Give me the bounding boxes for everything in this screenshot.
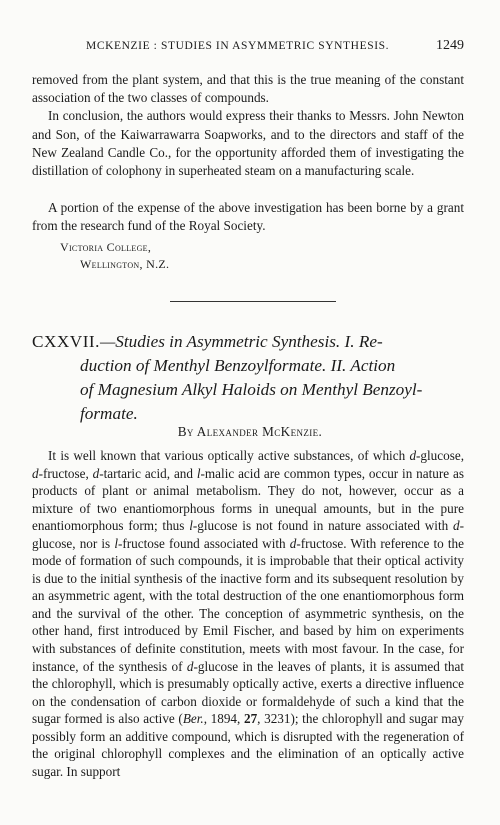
text-run: d: [409, 448, 417, 463]
author-address: [60, 239, 169, 273]
text-run: -fructose,: [38, 465, 93, 481]
text-run: l: [189, 518, 193, 534]
article-body: [32, 447, 464, 780]
text-run: t is well known that various optically active substances, of which: [52, 448, 406, 463]
text-run: -glucose,: [416, 448, 465, 463]
text-run: -malic acid are common types, occur in nature as products of plant or animal metabolism. They do not, however, occur as a mixture of two enantiomorphous forms in unequal amounts, but in the pure enantiomorphous form; thus: [32, 465, 464, 534]
text-run: Ber.: [182, 711, 204, 727]
text-run: d: [32, 465, 39, 481]
text-run: d: [289, 535, 297, 551]
article-number: CXXVII.: [32, 332, 100, 351]
text-run: -tartaric acid, and: [99, 465, 197, 481]
dropcap: I: [48, 448, 53, 463]
title-line: duction of Menthyl Benzoylformate. II. Action: [80, 356, 396, 375]
title-line: formate.: [80, 404, 138, 423]
text-run: -fructose found associated with: [118, 535, 290, 551]
text-run: l: [114, 535, 118, 551]
byline: By Alexander McKenzie.: [177, 424, 323, 439]
text-run: -glucose, nor is: [32, 518, 464, 551]
paragraph: removed from the plant system, and that this is the true meaning of the constant association of the two classes of compounds.: [32, 72, 464, 106]
text-run: , 1894,: [203, 711, 244, 727]
continued-text: [32, 71, 464, 180]
paragraph: [32, 447, 464, 780]
text-run: -fructose. With reference to the mode of formation of such compounds, it is improbable that their optical activity is due to the initial synthesis of the inactive form and its subsequent resolution by an asymmetric agent, with the total destruction of the one enantiomorphous form and the survival of the other. The conception of asymmetric synthesis, on the other hand, first introduced by Emil Fischer, and based by him on experiments with substances of definite constitution, meets with most favour. In the case, for instance, of the synthesis of: [32, 535, 464, 674]
address-line: Victoria College,: [60, 240, 152, 254]
text-run: d: [92, 465, 100, 481]
running-head-title: MCKENZIE : STUDIES IN ASYMMETRIC SYNTHESIS.: [86, 40, 390, 52]
text-run: d: [453, 518, 460, 534]
title-line: —Studies in Asymmetric Synthesis. I. Re-: [99, 332, 383, 351]
text-run: d: [186, 658, 194, 674]
paragraph: A portion of the expense of the above investigation has been borne by a grant from the research fund of the Royal Society.: [32, 200, 464, 234]
text-run: , 3231); the chlorophyll and sugar may possibly form an additive compound, which is disrupted with the regeneration of the original chlorophyll complexes and the elimination of an optically active sugar. In support: [32, 711, 465, 779]
title-line: of Magnesium Alkyl Haloids on Menthyl Benzoyl-: [80, 380, 423, 399]
paragraph: In conclusion, the authors would express their thanks to Messrs. John Newton and Son, of the Kaiwarrawarra Soapworks, and to the directors and staff of the New Zealand Candle Co., for the opportunity afforded them of investigating the distillation of colophony in superheated steam on a manufacturing scale.: [32, 108, 464, 179]
text-run: -glucose in the leaves of plants, it is assumed that the chlorophyll, which is presumably optically active, exerts a directive influence on the condensation of carbon dioxide or formaldehyde of such a kind that the sugar formed is also active (: [32, 658, 464, 727]
address-line: Wellington, N.Z.: [80, 257, 170, 271]
acknowledgement: [32, 199, 464, 235]
article-title: [32, 330, 464, 426]
text-run: 27: [243, 711, 258, 727]
section-divider: [170, 301, 336, 302]
text-run: -glucose is not found in nature associated with: [192, 518, 453, 534]
text-run: l: [196, 465, 201, 481]
page-number: 1249: [436, 38, 464, 53]
